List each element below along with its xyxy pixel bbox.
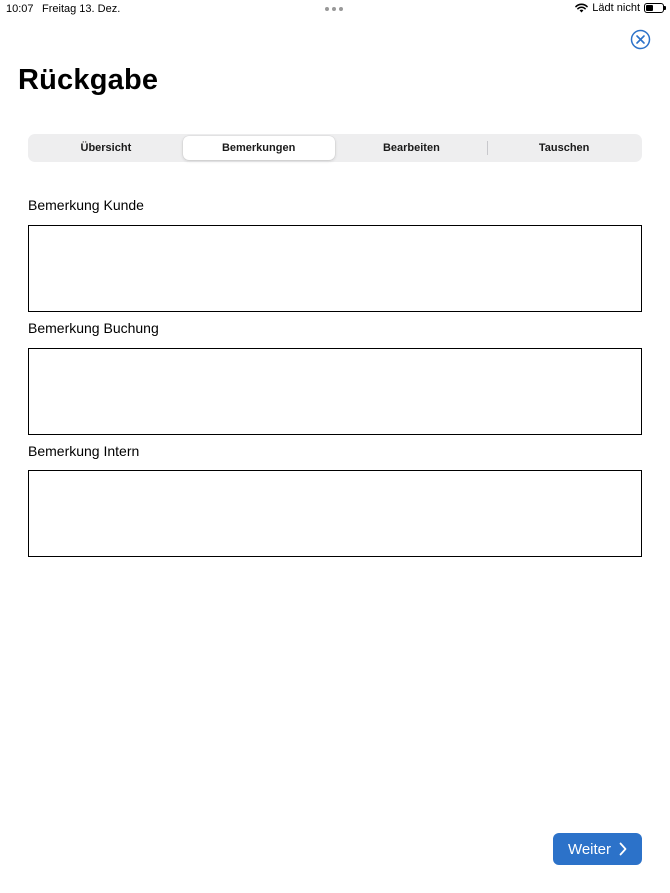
status-indicators — [575, 2, 664, 14]
customer-note-field[interactable] — [28, 225, 642, 312]
close-button[interactable] — [630, 29, 651, 50]
status-bar — [0, 0, 670, 18]
status-time: 10:07 — [6, 3, 34, 15]
tab-bemerkungen[interactable]: Bemerkungen — [183, 136, 335, 160]
chevron-right-icon — [619, 842, 627, 856]
next-button[interactable] — [553, 833, 642, 865]
segmented-control — [28, 134, 642, 162]
customer-note-label: Bemerkung Kunde — [28, 197, 144, 213]
multitasking-dots-icon[interactable] — [325, 7, 343, 11]
next-button-label: Weiter — [567, 840, 612, 858]
page-title: Rückgabe — [18, 64, 159, 96]
tab-tauschen[interactable]: Tauschen — [538, 142, 590, 154]
battery-icon — [644, 3, 664, 13]
tab-bearbeiten[interactable]: Bearbeiten — [382, 142, 440, 154]
close-circle-icon — [630, 29, 651, 50]
tab-uebersicht[interactable]: Übersicht — [80, 142, 132, 154]
internal-note-field[interactable] — [28, 470, 642, 557]
charging-status: Lädt nicht — [592, 2, 640, 14]
booking-note-field[interactable] — [28, 348, 642, 435]
booking-note-label: Bemerkung Buchung — [28, 320, 159, 336]
status-date: Freitag 13. Dez. — [42, 3, 121, 15]
internal-note-label: Bemerkung Intern — [28, 443, 140, 459]
wifi-icon — [575, 3, 588, 13]
